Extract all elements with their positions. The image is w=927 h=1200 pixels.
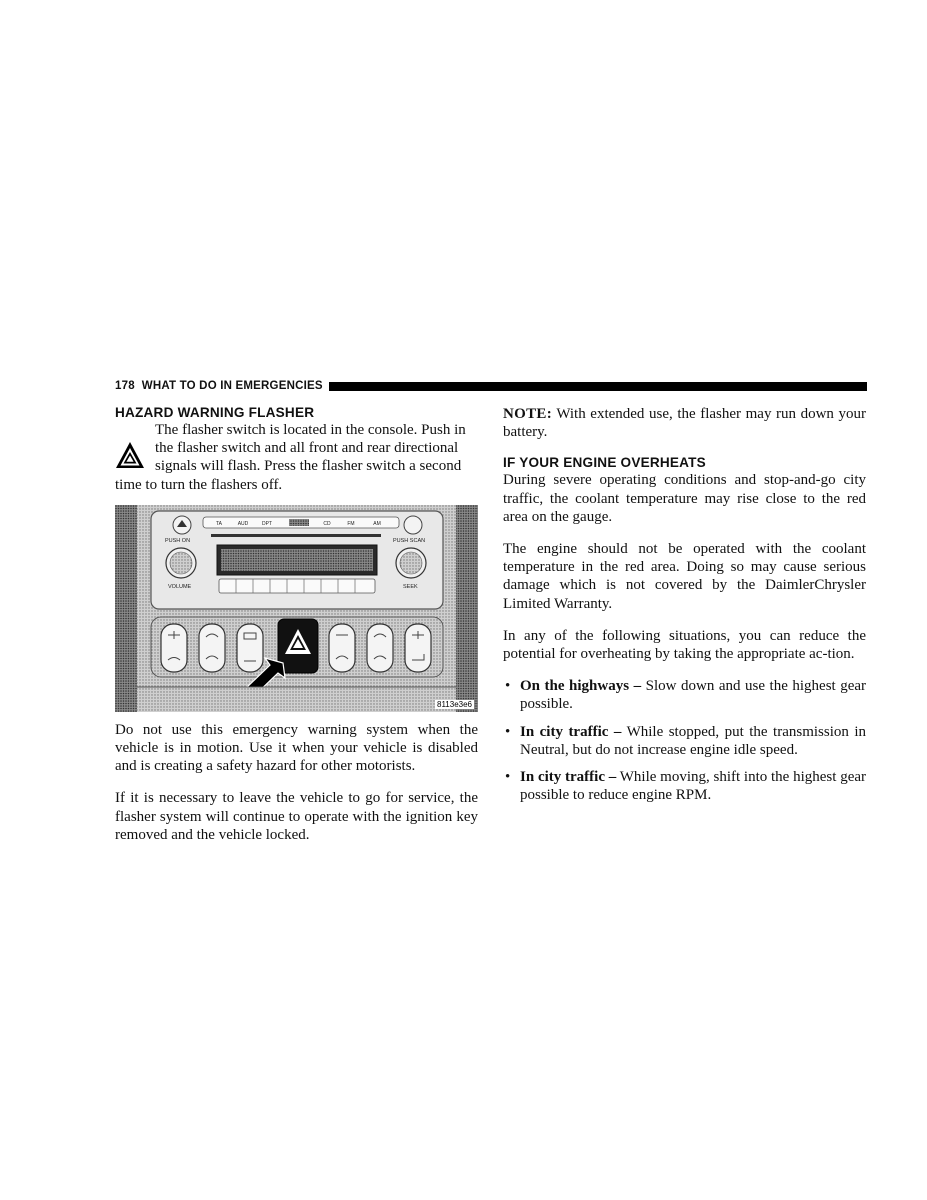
volume-label: VOLUME xyxy=(168,583,192,590)
flasher-service-paragraph: If it is necessary to leave the vehicle to go for service, the flasher system will continue to operate with the ignition key removed and the vehicle locked. xyxy=(115,790,478,843)
flasher-intro-block xyxy=(115,421,478,494)
illustration-code: 8113e3e6 xyxy=(437,699,472,709)
tip-label: In city traffic – xyxy=(520,769,617,786)
overheat-tips-list xyxy=(503,677,866,804)
intro-line: The flasher switch is located in the console. Push in xyxy=(155,422,466,438)
header-rule xyxy=(329,382,867,391)
intro-line: signals will flash. Press the flasher switch a second xyxy=(155,458,462,475)
tip-label: On the highways – xyxy=(520,678,642,695)
section-title: WHAT TO DO IN EMERGENCIES xyxy=(141,380,323,392)
tip-text: While moving, shift into the highest gear possible to reduce engine RPM. xyxy=(520,769,867,804)
tip-text: Slow down and use the highest gear possible. xyxy=(520,678,867,713)
list-item xyxy=(503,723,866,759)
push-scan-label: PUSH SCAN xyxy=(393,537,426,544)
bullet-icon: • xyxy=(505,723,511,740)
page-number: 178 xyxy=(115,380,135,392)
list-item xyxy=(503,768,866,804)
flasher-intro-paragraph xyxy=(115,421,478,494)
seek-label: SEEK xyxy=(403,583,418,590)
bullet-icon: • xyxy=(505,769,511,786)
console-photo xyxy=(115,505,478,712)
overheat-paragraph-1: During severe operating conditions and stop-and-go city traffic, the coolant temperature may rise close to the red area on the gauge. xyxy=(503,472,866,525)
console-illustration xyxy=(115,505,478,712)
heading-hazard-warning-flasher: HAZARD WARNING FLASHER xyxy=(115,405,315,420)
tip-text: While stopped, put the transmission in Neutral, but do not increase engine idle speed. xyxy=(520,723,867,758)
running-header xyxy=(115,378,867,394)
radio-button-dpt: DPT xyxy=(262,520,272,527)
bullet-icon: • xyxy=(505,678,511,695)
warning-triangle-icon xyxy=(115,441,145,469)
battery-note xyxy=(503,405,866,441)
left-column xyxy=(115,405,478,858)
radio-button-cd: CD xyxy=(323,520,331,527)
overheat-paragraph-2: The engine should not be operated with the coolant temperature in the red area. Doing so may cause serious damage which is not covered by the DaimlerChrysler Limited Warranty. xyxy=(503,541,866,612)
right-column xyxy=(503,405,866,813)
push-on-label: PUSH ON xyxy=(165,537,191,544)
intro-line: time to turn the flashers off. xyxy=(115,476,283,493)
radio-button-ta: TA xyxy=(215,520,223,527)
flasher-usage-paragraph: Do not use this emergency warning system when the vehicle is in motion. Use it when your vehicle is disabled and is creating a safety hazard for other motorists. xyxy=(115,721,478,775)
heading-engine-overheats: IF YOUR ENGINE OVERHEATS xyxy=(503,455,706,471)
radio-button-am: AM xyxy=(373,520,381,527)
radio-button-aud: AUD xyxy=(237,520,249,527)
intro-line: the flasher switch and all front and rear directional xyxy=(155,440,459,457)
tip-label: In city traffic – xyxy=(520,723,622,740)
radio-button-fm: FM xyxy=(347,520,355,527)
overheat-paragraph-3: In any of the following situations, you can reduce the potential for overheating by taking the appropriate ac-tion. xyxy=(503,627,866,663)
note-label: NOTE: xyxy=(503,406,553,422)
note-text: With extended use, the flasher may run down your battery. xyxy=(503,406,867,441)
list-item xyxy=(503,677,866,713)
